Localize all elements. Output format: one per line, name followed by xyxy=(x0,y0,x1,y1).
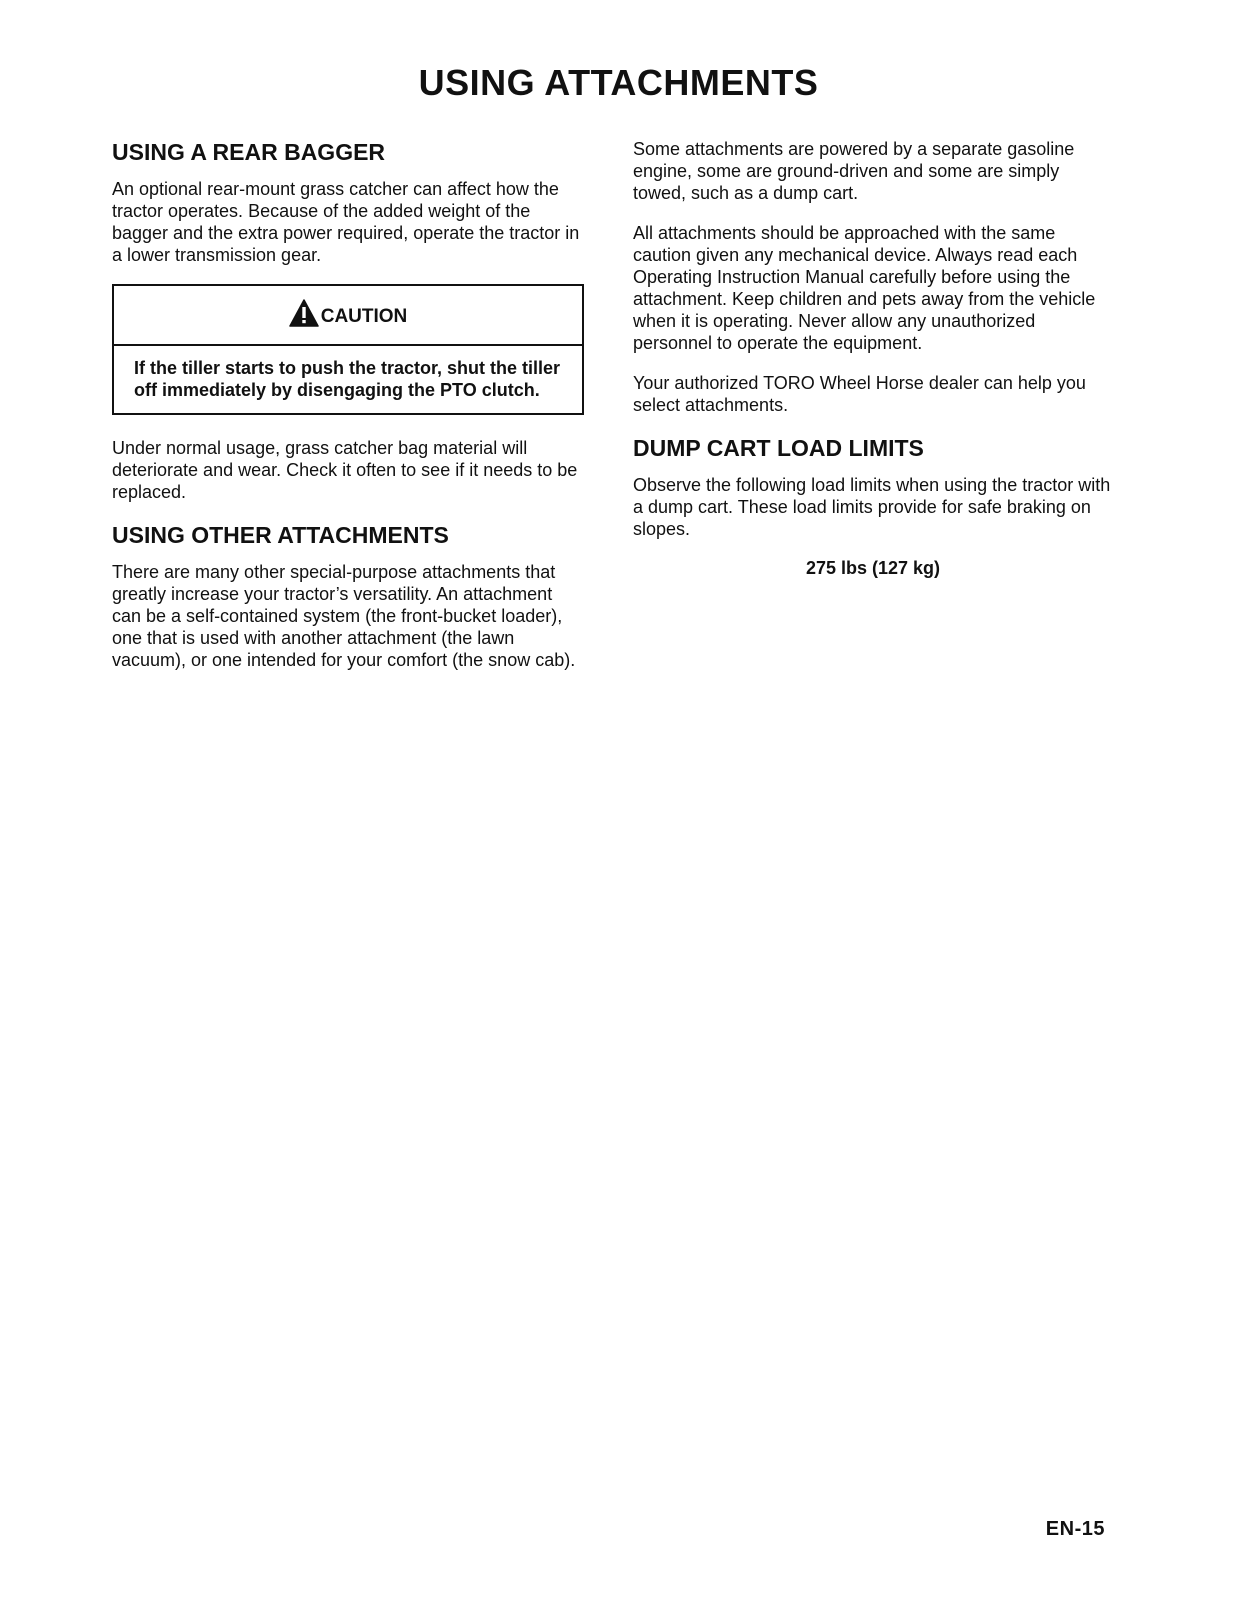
rear-bagger-heading: USING A REAR BAGGER xyxy=(112,139,386,165)
left-column xyxy=(112,138,584,689)
dump-cart-heading: DUMP CART LOAD LIMITS xyxy=(633,435,924,461)
other-attachments-paragraph: There are many other special-purpose attachments that greatly increase your tractor’s versatility. An attachment can be a self-contained system (the front-bucket loader), one that is used with another attachment (the lawn vacuum), or one intended for your comfort (the snow cab). xyxy=(112,562,576,670)
right-column xyxy=(633,138,1113,579)
load-limit-value: 275 lbs (127 kg) xyxy=(805,558,941,578)
bag-wear-paragraph: Under normal usage, grass catcher bag material will deteriorate and wear. Check it often to see if it needs to be replaced. xyxy=(112,438,578,502)
caution-header xyxy=(114,286,582,346)
caution-box xyxy=(112,284,584,415)
warning-triangle-icon xyxy=(289,299,319,327)
caution-approach-paragraph: All attachments should be approached with the same caution given any mechanical device. Always read each Operating Instruction Manual carefully before using the attachment. Keep children and pets away from the vehicle when it is operating. Never allow any unauthorized personnel to operate the equipment. xyxy=(633,223,1096,353)
dealer-paragraph: Your authorized TORO Wheel Horse dealer can help you select attachments. xyxy=(633,373,1086,415)
dump-cart-paragraph: Observe the following load limits when using the tractor with a dump cart. These load limits provide for safe braking on slopes. xyxy=(633,475,1111,539)
caution-text: If the tiller starts to push the tractor, shut the tiller off immediately by disengaging the PTO clutch. xyxy=(134,358,561,400)
rear-bagger-paragraph: An optional rear-mount grass catcher can affect how the tractor operates. Because of the added weight of the bagger and the extra power required, operate the tractor in a lower transmission gear. xyxy=(112,179,580,265)
powered-attachments-paragraph: Some attachments are powered by a separate gasoline engine, some are ground-driven and some are simply towed, such as a dump cart. xyxy=(633,139,1075,203)
page-number: EN-15 xyxy=(1045,1518,1105,1540)
page-title: USING ATTACHMENTS xyxy=(418,62,819,103)
caution-label: CAUTION xyxy=(320,306,408,327)
other-attachments-heading: USING OTHER ATTACHMENTS xyxy=(112,522,449,548)
